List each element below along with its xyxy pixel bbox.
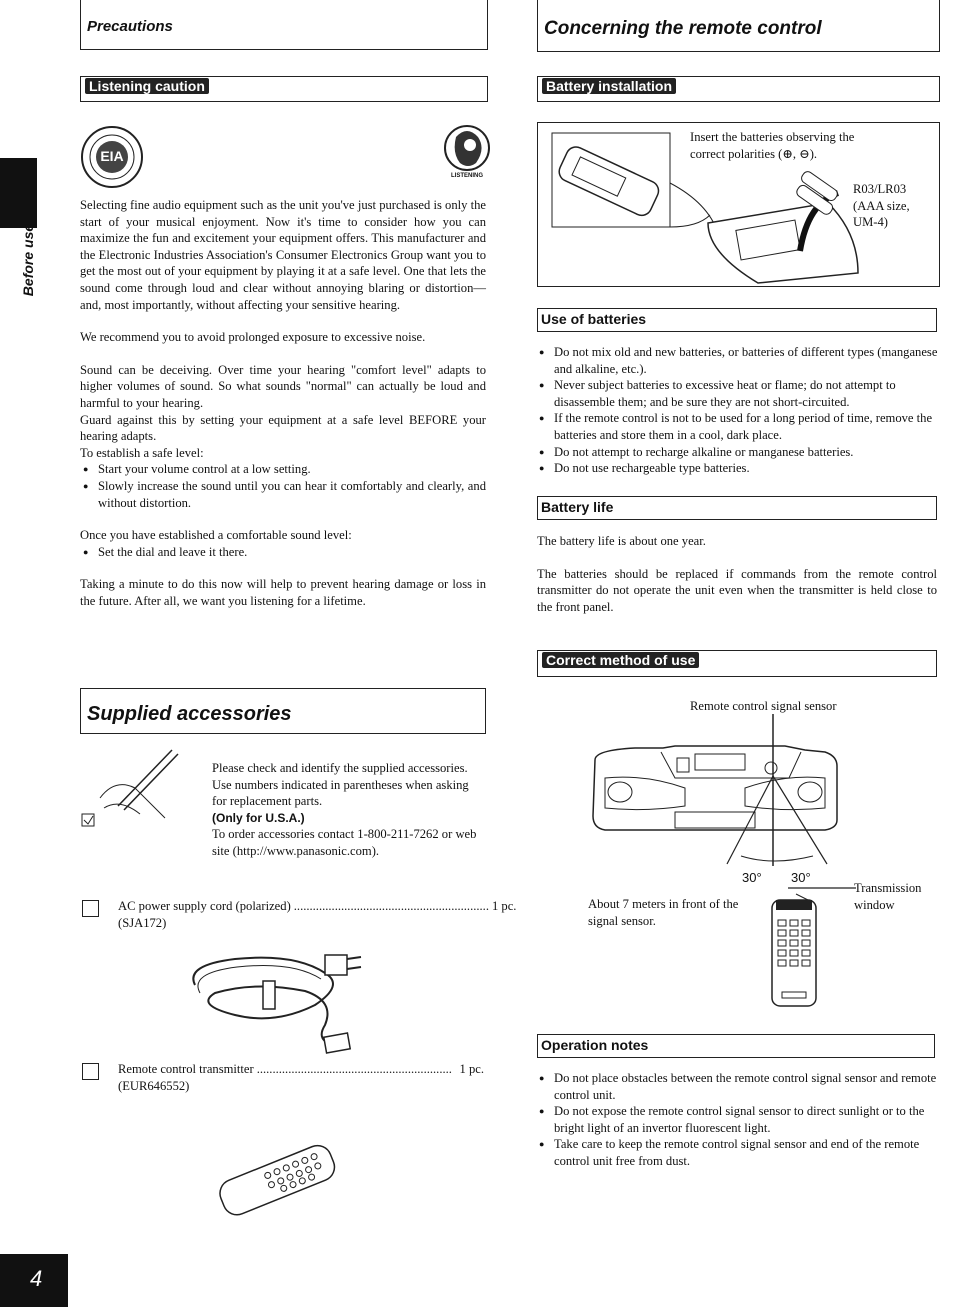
battery-installation-figure (537, 122, 940, 287)
use-of-batteries-list (536, 344, 938, 477)
angle-left-label: 30° (742, 870, 762, 885)
list-item: ● Do not mix old and new batteries, or batteries of different types (manganese and alkaline, etc.). (536, 344, 938, 377)
accessories-intro (212, 760, 484, 860)
usa-text: To order accessories contact 1-800-211-7262 or web site (http://www.panasonic.com). (212, 827, 477, 858)
caution-paragraph-5: To establish a safe level: (80, 445, 204, 460)
accessory-item-1: AC power supply cord (polarized) .............................................................. 1 pc. (SJA172) (118, 899, 517, 930)
battery-life-body (537, 533, 937, 615)
once-text: Once you have established a comfortable sound level: (80, 528, 352, 543)
distance-label: About 7 meters in front of the signal sensor. (588, 897, 739, 928)
battery-instruction: Insert the batteries observing the correct polarities (⊕, ⊖). (690, 130, 855, 161)
sensor-label: Remote control signal sensor (690, 699, 837, 713)
listening-logo-text: LISTENING (450, 173, 483, 179)
stereo-unit-illustration (575, 716, 855, 896)
transmission-window-label: Transmission window (854, 881, 922, 912)
list-item: ● Do not expose the remote control signal sensor to direct sunlight or to the bright light of an invertor fluorescent light. (536, 1103, 938, 1136)
list-item: ● Never subject batteries to excessive heat or flame; do not attempt to disassemble them; and be sure they are not short-circuited. (536, 377, 938, 410)
correct-method-title: Correct method of use (542, 652, 699, 668)
list-item: ● If the remote control is not to be used for a long period of time, remove the batteries and store them in a cool, dark place. (536, 410, 938, 443)
battery-installation-title: Battery installation (542, 78, 676, 94)
accessory-qty: 1 pc. (459, 1062, 484, 1076)
list-item: ● Slowly increase the sound until you can hear it comfortably and clearly, and without distortion. (80, 478, 486, 511)
list-item: ● Do not attempt to recharge alkaline or manganese batteries. (536, 444, 938, 461)
list-item: ● Start your volume control at a low setting. (80, 461, 486, 478)
remote-transmitter-figure (768, 880, 858, 1010)
accessory-checkbox[interactable] (82, 900, 99, 917)
angle-right-label: 30° (791, 870, 811, 885)
remote-illustration (210, 1135, 340, 1225)
caution-paragraph-4: Guard against this by setting your equipment at a safe level BEFORE your hearing adapts. (80, 412, 486, 444)
list-item: ● Do not use rechargeable type batteries. (536, 460, 938, 477)
battery-life-p1: The battery life is about one year. (537, 534, 706, 548)
accessory-part-number: (SJA172) (118, 915, 167, 930)
page-number-box (0, 1254, 68, 1307)
list-item: ● Do not place obstacles between the remote control signal sensor and remote control unit. (536, 1070, 938, 1103)
eia-logo (80, 125, 144, 189)
battery-label-line-3: UM-4) (853, 215, 888, 230)
precautions-header (80, 0, 488, 50)
page-number: 4 (30, 1266, 43, 1291)
hand-writing-illustration (80, 748, 180, 830)
accessories-title: Supplied accessories (87, 703, 292, 725)
battery-installation-bar (537, 76, 940, 102)
remote-control-title: Concerning the remote control (544, 18, 822, 39)
accessories-intro-2: Use numbers indicated in parentheses when asking for replacement parts. (212, 777, 469, 809)
operation-notes-list (536, 1070, 938, 1170)
list-item: ● Set the dial and leave it there. (80, 544, 486, 561)
accessory-name: AC power supply cord (polarized) (118, 899, 291, 913)
operation-notes-bar (537, 1034, 935, 1058)
accessory-name: Remote control transmitter (118, 1062, 254, 1076)
listening-logo (442, 123, 492, 183)
battery-life-bar (537, 496, 937, 520)
battery-type-label (853, 181, 938, 231)
use-of-batteries-title: Use of batteries (541, 311, 647, 327)
safe-level-list (80, 461, 486, 511)
usa-heading: (Only for U.S.A.) (212, 810, 305, 825)
closing-text: Taking a minute to do this now will help to prevent hearing damage or loss in the future. After all, we want you listening for a lifetime. (80, 577, 486, 608)
precautions-title: Precautions (87, 18, 173, 35)
listening-caution-title: Listening caution (85, 78, 209, 94)
caution-paragraph-3: Sound can be deceiving. Over time your hearing "comfort level" adapts to higher volumes of sound. So what sounds "normal" can actually be loud and harmful to your hearing. (80, 362, 486, 410)
listening-caution-bar (80, 76, 488, 102)
remote-control-header (537, 0, 940, 52)
operation-notes-title: Operation notes (541, 1037, 649, 1053)
accessory-item-2: Remote control transmitter .............................................................. 1 pc. (EUR646552) (118, 1062, 484, 1093)
side-tab-label: Before use (20, 223, 36, 297)
accessory-part-number: (EUR646552) (118, 1078, 190, 1093)
power-cord-illustration (175, 945, 375, 1055)
accessories-intro-1: Please check and identify the supplied accessories. (212, 761, 468, 775)
eia-logo-text: EIA (100, 148, 124, 164)
comfortable-level-list (80, 544, 486, 561)
caution-paragraph-1: Selecting fine audio equipment such as the unit you've just purchased is only the start of your musical enjoyment. Now it's time to consider how you can maximize the fun and excitement your equipment offers. This manufacturer and the Electronic Industries Association's Consumer Electronics Group want you to get the most out of your equipment by playing it at a safe level. One that lets the sound come through loud and clear without annoying blaring or distortion—and, most importantly, without affecting your sensitive hearing. (80, 198, 486, 312)
battery-label-line-2: (AAA size, (853, 198, 910, 213)
accessory-qty: 1 pc. (491, 899, 517, 913)
accessories-header (80, 688, 486, 734)
battery-life-title: Battery life (541, 499, 614, 515)
caution-paragraph-2: We recommend you to avoid prolonged exposure to excessive noise. (80, 330, 426, 345)
use-of-batteries-bar (537, 308, 937, 332)
listening-caution-body (80, 197, 486, 609)
correct-method-bar (537, 650, 937, 677)
battery-label-line-1: R03/LR03 (853, 182, 907, 196)
list-item: ● Take care to keep the remote control signal sensor and end of the remote control unit free from dust. (536, 1136, 938, 1169)
battery-life-p2: The batteries should be replaced if commands from the remote control transmitter do not operate the unit even when the transmitter is held close to the front panel. (537, 566, 937, 614)
accessory-checkbox[interactable] (82, 1063, 99, 1080)
